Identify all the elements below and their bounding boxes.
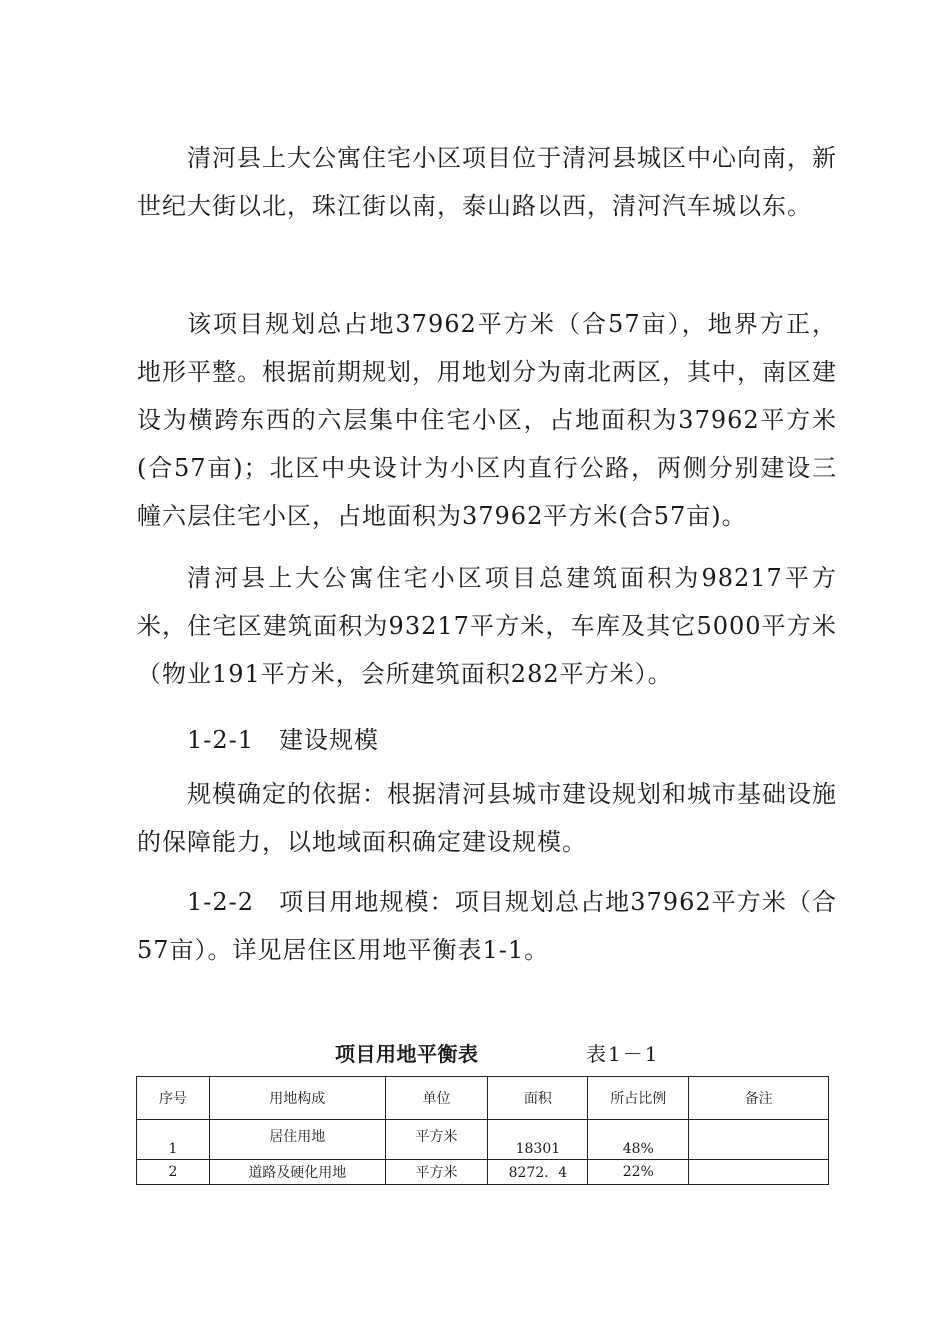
- table-cell: 22%: [588, 1160, 689, 1185]
- table-header-cell: 用地构成: [209, 1077, 385, 1120]
- table-cell: 道路及硬化用地: [209, 1160, 385, 1185]
- table-cell: 48%: [588, 1120, 689, 1160]
- table-row: [137, 1120, 829, 1160]
- table-cell: 居住用地: [209, 1120, 385, 1160]
- table-cell: 平方米: [385, 1160, 488, 1185]
- table-number: 表1－1: [586, 1042, 660, 1066]
- table-cell: [689, 1160, 829, 1185]
- paragraph-land-scale: 1-2-2 项目用地规模：项目规划总占地37962平方米（合57亩）。详见居住区用地平衡表1-1。: [137, 888, 837, 964]
- table-cell: 平方米: [385, 1120, 488, 1160]
- land-balance-table: [136, 1076, 829, 1185]
- table-cell: 1: [137, 1120, 210, 1160]
- table-title: 项目用地平衡表: [335, 1042, 479, 1066]
- paragraph-scale-basis: 规模确定的依据：根据清河县城市建设规划和城市基础设施的保障能力，以地域面积确定建设规模。: [137, 780, 837, 856]
- table-cell: 18301: [488, 1120, 588, 1160]
- table-header-cell: 面积: [488, 1077, 588, 1120]
- table-cell: [689, 1120, 829, 1160]
- paragraph-location: 清河县上大公寓住宅小区项目位于清河县城区中心向南，新世纪大街以北，珠江街以南，泰山路以西，清河汽车城以东。: [137, 144, 837, 220]
- table-row: [137, 1160, 829, 1185]
- table-header-row: [137, 1077, 829, 1120]
- paragraph-building-area: 清河县上大公寓住宅小区项目总建筑面积为98217平方米，住宅区建筑面积为93217平方米，车库及其它5000平方米（物业191平方米，会所建筑面积282平方米）。: [137, 564, 837, 688]
- table-cell: 8272．4: [488, 1160, 588, 1185]
- section-heading-construction-scale: 1-2-1 建设规模: [187, 726, 380, 754]
- table-header-cell: 所占比例: [588, 1077, 689, 1120]
- table-header-cell: 序号: [137, 1077, 210, 1120]
- table-header-cell: 单位: [385, 1077, 488, 1120]
- paragraph-site-planning: 该项目规划总占地37962平方米（合57亩），地界方正，地形平整。根据前期规划，用地划分为南北两区，其中，南区建设为横跨东西的六层集中住宅小区，占地面积为37962平方米(合57亩)；北区中央设计为小区内直行公路，两侧分别建设三幢六层住宅小区，占地面积为37962平方米(合57亩)。: [137, 310, 837, 530]
- table-header-cell: 备注: [689, 1077, 829, 1120]
- table-cell: 2: [137, 1160, 210, 1185]
